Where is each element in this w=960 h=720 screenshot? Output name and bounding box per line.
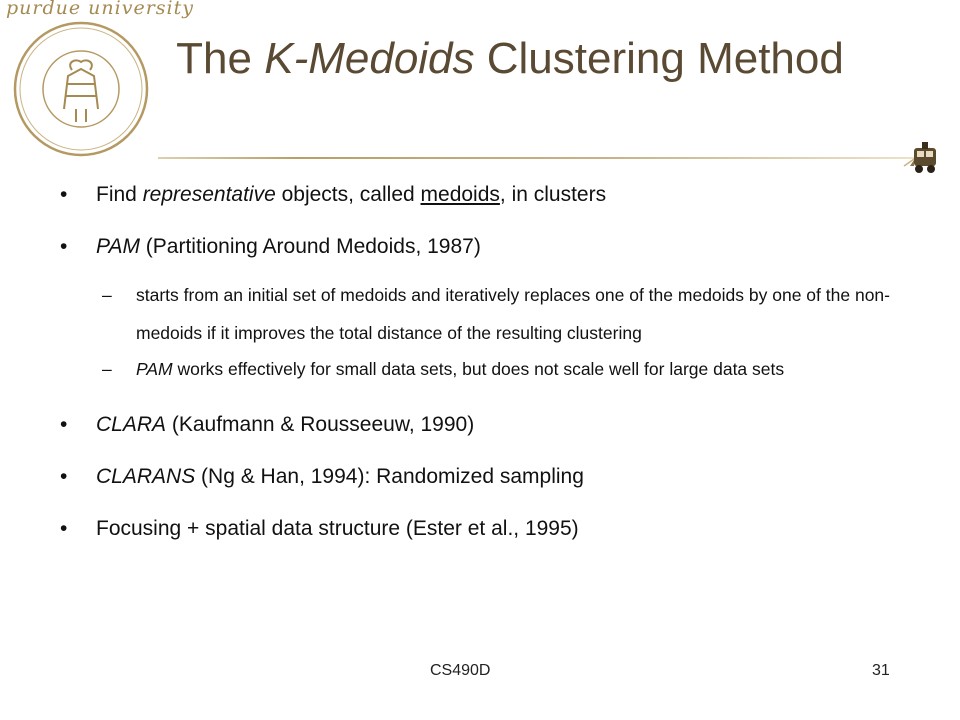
bullet-text: Find bbox=[96, 183, 143, 206]
sub-bullet-pam-scalability bbox=[60, 350, 890, 388]
train-logo-icon bbox=[900, 136, 944, 180]
title-text-emph: K-Medoids bbox=[264, 34, 475, 83]
bullet-representative-objects bbox=[60, 180, 890, 210]
sub-bullet-pam-procedure bbox=[60, 276, 890, 352]
sub-bullet-text-emph: PAM bbox=[136, 359, 173, 379]
bullet-text: (Partitioning Around Medoids, 1987) bbox=[139, 235, 481, 258]
bullet-text: , in clusters bbox=[499, 183, 607, 206]
bullet-text: Focusing + spatial data structure (Ester et al., 1995) bbox=[96, 517, 579, 540]
bullet-text-emph: CLARANS bbox=[96, 465, 196, 488]
footer-course: CS490D bbox=[430, 662, 491, 679]
bullet-clarans bbox=[60, 462, 890, 492]
title-divider bbox=[158, 157, 928, 159]
bullet-marker: • bbox=[60, 235, 68, 258]
bullet-clara bbox=[60, 410, 890, 440]
bullet-text: (Ng & Han, 1994): Randomized sampling bbox=[195, 465, 584, 488]
bullet-marker: • bbox=[60, 413, 68, 436]
bullet-text: (Kaufmann & Rousseeuw, 1990) bbox=[166, 413, 475, 436]
bullet-focusing bbox=[60, 514, 890, 544]
title-text-pre: The bbox=[176, 34, 265, 83]
bullet-text: objects, called bbox=[275, 183, 421, 206]
slide-body bbox=[60, 180, 890, 566]
sub-bullet-marker: – bbox=[102, 359, 112, 379]
sub-bullet-text: starts from an initial set of medoids and iteratively replaces one of the medoids by one of the non-medoids if it improves the total distance of the resulting clustering bbox=[136, 285, 890, 343]
title-text-post: Clustering Method bbox=[474, 34, 844, 83]
bullet-marker: • bbox=[60, 465, 68, 488]
bullet-text-emph: representative bbox=[142, 183, 276, 206]
bullet-text-emph: CLARA bbox=[96, 413, 167, 436]
sub-bullet-text: works effectively for small data sets, but does not scale well for large data sets bbox=[172, 359, 785, 379]
bullet-pam bbox=[60, 232, 890, 262]
bullet-marker: • bbox=[60, 517, 68, 540]
slide-title bbox=[170, 30, 850, 88]
seal-text: purdue university bbox=[6, 0, 194, 19]
sub-bullet-marker: – bbox=[102, 285, 112, 305]
bullet-text-emph: PAM bbox=[96, 235, 140, 258]
bullet-text-underlined: medoids bbox=[420, 183, 500, 206]
university-seal bbox=[6, 0, 194, 164]
bullet-marker: • bbox=[60, 183, 68, 206]
footer-page-number: 31 bbox=[872, 662, 890, 679]
